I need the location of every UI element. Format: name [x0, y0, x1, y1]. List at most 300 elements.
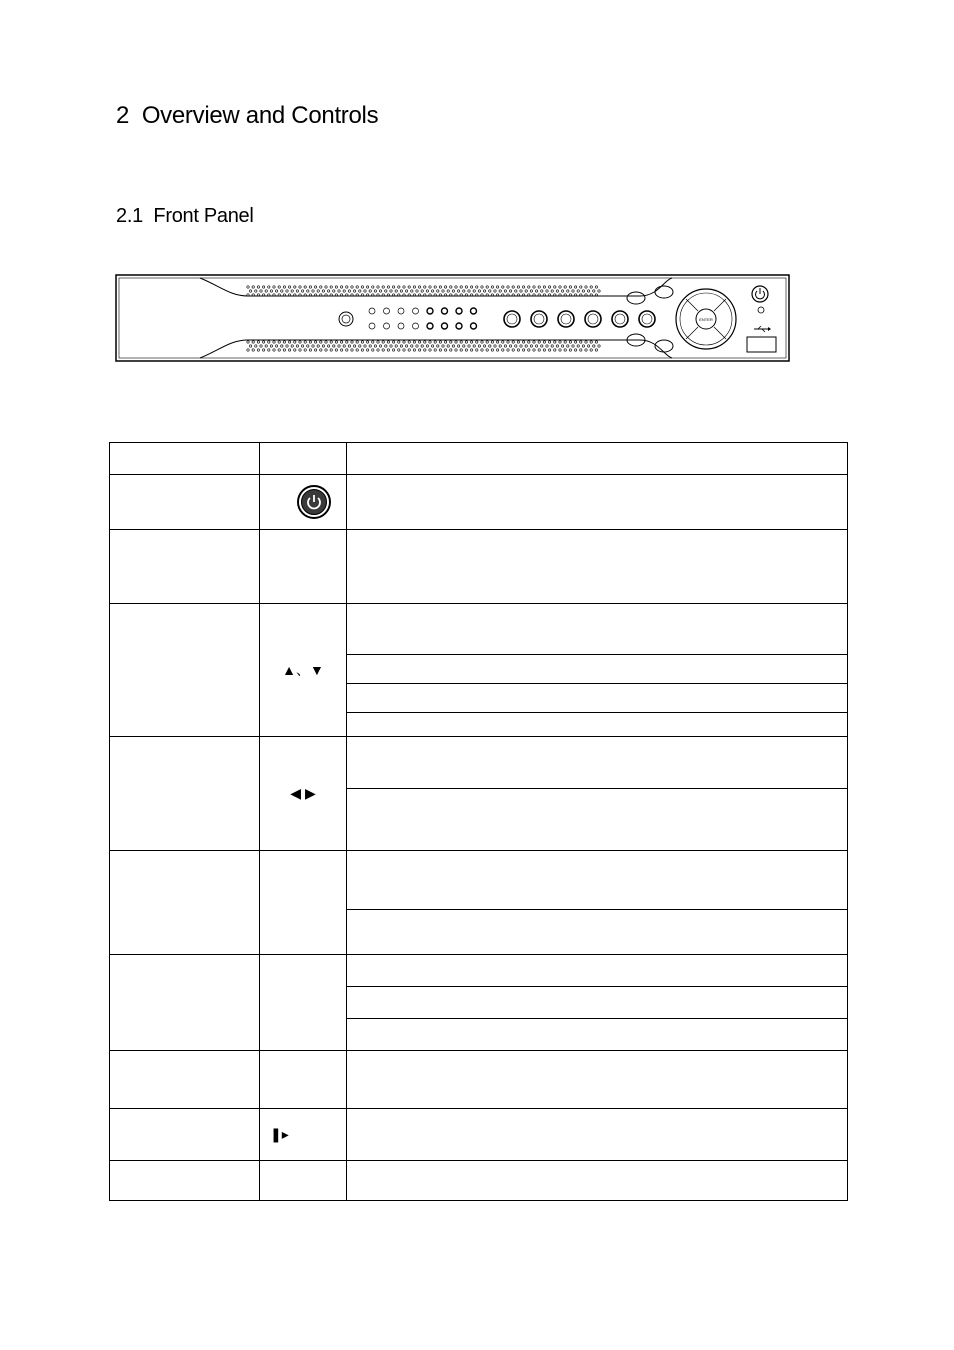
vent-hole: [314, 286, 316, 288]
vent-hole: [543, 341, 545, 343]
channel-led: [398, 323, 404, 329]
vent-hole: [278, 286, 280, 288]
vent-hole: [301, 290, 303, 292]
vent-hole: [470, 349, 472, 351]
vent-hole: [535, 290, 537, 292]
vent-hole: [372, 286, 374, 288]
vent-hole: [335, 341, 337, 343]
vent-hole: [593, 345, 595, 347]
vent-hole: [398, 341, 400, 343]
vent-hole: [520, 345, 522, 347]
subsection-title: Front Panel: [153, 205, 254, 227]
vent-hole: [374, 345, 376, 347]
vent-hole: [317, 345, 319, 347]
vent-hole: [528, 286, 530, 288]
vent-hole: [502, 286, 504, 288]
vent-hole: [320, 341, 322, 343]
vent-hole: [533, 341, 535, 343]
vent-hole: [338, 290, 340, 292]
vent-hole: [312, 290, 314, 292]
vent-hole: [411, 290, 413, 292]
vent-hole: [247, 341, 249, 343]
vent-hole: [486, 349, 488, 351]
vent-hole: [590, 349, 592, 351]
vent-hole: [335, 286, 337, 288]
table-row: [110, 955, 848, 987]
vent-hole: [580, 286, 582, 288]
vent-hole: [314, 341, 316, 343]
vent-hole: [330, 286, 332, 288]
vent-hole: [398, 286, 400, 288]
vent-hole: [294, 349, 296, 351]
vent-hole: [572, 290, 574, 292]
vent-hole: [325, 349, 327, 351]
vent-hole: [457, 290, 459, 292]
vent-hole: [450, 286, 452, 288]
vent-hole: [257, 341, 259, 343]
play-pause-icon: ❚▸: [260, 1109, 347, 1161]
vent-hole: [348, 290, 350, 292]
vent-hole: [400, 345, 402, 347]
vent-hole: [268, 286, 270, 288]
function-button-inner: [534, 314, 544, 324]
vent-hole: [525, 345, 527, 347]
vent-hole: [483, 290, 485, 292]
channel-led: [471, 323, 477, 329]
vent-hole: [598, 290, 600, 292]
vent-hole: [546, 345, 548, 347]
vent-hole: [405, 290, 407, 292]
vent-hole: [577, 290, 579, 292]
vent-hole: [377, 286, 379, 288]
vent-hole: [275, 290, 277, 292]
vent-hole: [304, 286, 306, 288]
vent-hole: [567, 345, 569, 347]
vent-hole: [418, 286, 420, 288]
vent-hole: [556, 290, 558, 292]
vent-hole: [522, 349, 524, 351]
vent-hole: [299, 341, 301, 343]
vent-hole: [522, 341, 524, 343]
vent-hole: [286, 345, 288, 347]
vent-hole: [335, 349, 337, 351]
vent-hole: [525, 290, 527, 292]
vent-hole: [330, 349, 332, 351]
vent-bottom: [247, 341, 600, 351]
vent-hole: [340, 341, 342, 343]
vent-hole: [387, 349, 389, 351]
power-icon: [752, 286, 768, 313]
vent-hole: [382, 341, 384, 343]
vent-hole: [270, 345, 272, 347]
vent-hole: [559, 349, 561, 351]
vent-hole: [582, 345, 584, 347]
channel-led: [398, 308, 404, 314]
vent-hole: [587, 290, 589, 292]
vent-hole: [255, 290, 257, 292]
vent-hole: [554, 341, 556, 343]
vent-hole: [431, 345, 433, 347]
vent-hole: [255, 345, 257, 347]
vent-hole: [361, 341, 363, 343]
vent-hole: [507, 341, 509, 343]
function-buttons: [504, 311, 655, 327]
vent-hole: [585, 341, 587, 343]
vent-hole: [437, 345, 439, 347]
vent-hole: [442, 345, 444, 347]
vent-hole: [452, 290, 454, 292]
vent-hole: [548, 341, 550, 343]
vent-hole: [450, 349, 452, 351]
vent-hole: [270, 290, 272, 292]
vent-hole: [460, 349, 462, 351]
vent-hole: [439, 341, 441, 343]
vent-hole: [463, 290, 465, 292]
vent-hole: [294, 341, 296, 343]
vent-hole: [283, 349, 285, 351]
vent-hole: [515, 345, 517, 347]
vent-hole: [377, 341, 379, 343]
vent-hole: [385, 290, 387, 292]
up-down-arrows: ▲、▼: [260, 604, 347, 737]
vent-hole: [569, 341, 571, 343]
left-right-arrows: ◀ ▶: [260, 737, 347, 851]
vent-hole: [356, 349, 358, 351]
vent-hole: [496, 341, 498, 343]
vent-hole: [366, 341, 368, 343]
vent-hole: [429, 349, 431, 351]
vent-hole: [351, 349, 353, 351]
vent-hole: [512, 286, 514, 288]
vent-hole: [301, 345, 303, 347]
vent-hole: [499, 345, 501, 347]
vent-hole: [528, 349, 530, 351]
vent-hole: [476, 341, 478, 343]
vent-hole: [346, 349, 348, 351]
channel-led: [369, 323, 375, 329]
vent-hole: [502, 341, 504, 343]
vent-hole: [478, 290, 480, 292]
channel-led: [471, 308, 477, 314]
vent-hole: [491, 341, 493, 343]
vent-hole: [559, 286, 561, 288]
vent-hole: [296, 290, 298, 292]
vent-hole: [312, 345, 314, 347]
vent-hole: [494, 290, 496, 292]
vent-hole: [489, 290, 491, 292]
vent-hole: [346, 341, 348, 343]
vent-hole: [405, 345, 407, 347]
function-button: [639, 311, 655, 327]
vent-hole: [574, 349, 576, 351]
vent-hole: [309, 349, 311, 351]
vent-hole: [520, 290, 522, 292]
vent-hole: [478, 345, 480, 347]
vent-hole: [504, 345, 506, 347]
function-button: [504, 311, 520, 327]
vent-hole: [325, 341, 327, 343]
vent-hole: [496, 286, 498, 288]
vent-hole: [249, 290, 251, 292]
vent-hole: [299, 349, 301, 351]
vent-hole: [465, 349, 467, 351]
vent-hole: [517, 349, 519, 351]
vent-hole: [509, 345, 511, 347]
channel-led: [384, 323, 390, 329]
vent-hole: [437, 290, 439, 292]
vent-hole: [460, 286, 462, 288]
vent-hole: [556, 345, 558, 347]
vent-hole: [322, 345, 324, 347]
vent-hole: [444, 341, 446, 343]
vent-hole: [278, 341, 280, 343]
vent-hole: [470, 341, 472, 343]
vent-hole: [343, 290, 345, 292]
vent-hole: [491, 286, 493, 288]
vent-hole: [411, 345, 413, 347]
vent-hole: [431, 290, 433, 292]
vent-hole: [390, 345, 392, 347]
vent-hole: [426, 290, 428, 292]
vent-hole: [413, 341, 415, 343]
vent-hole: [517, 341, 519, 343]
vent-hole: [585, 349, 587, 351]
channel-led: [413, 308, 419, 314]
vent-hole: [356, 341, 358, 343]
subsection-number: 2.1: [116, 205, 143, 227]
vent-hole: [364, 290, 366, 292]
vent-hole: [413, 349, 415, 351]
vent-hole: [296, 345, 298, 347]
vent-hole: [416, 290, 418, 292]
function-button-inner: [507, 314, 517, 324]
vent-hole: [590, 286, 592, 288]
vent-hole: [541, 345, 543, 347]
vent-hole: [366, 349, 368, 351]
channel-led: [456, 308, 462, 314]
section-number: 2: [116, 102, 130, 129]
vent-hole: [499, 290, 501, 292]
controls-table: [109, 442, 848, 1201]
vent-hole: [429, 341, 431, 343]
vent-hole: [382, 349, 384, 351]
vent-hole: [507, 349, 509, 351]
vent-hole: [374, 290, 376, 292]
vent-hole: [434, 286, 436, 288]
vent-hole: [291, 290, 293, 292]
vent-hole: [595, 349, 597, 351]
vent-hole: [288, 349, 290, 351]
vent-hole: [247, 286, 249, 288]
vent-hole: [260, 290, 262, 292]
vent-hole: [257, 349, 259, 351]
function-button: [558, 311, 574, 327]
vent-hole: [273, 341, 275, 343]
function-button-inner: [642, 314, 652, 324]
vent-hole: [509, 290, 511, 292]
vent-hole: [434, 349, 436, 351]
vent-hole: [265, 345, 267, 347]
vent-hole: [496, 349, 498, 351]
vent-hole: [283, 286, 285, 288]
function-button-inner: [588, 314, 598, 324]
vent-hole: [369, 290, 371, 292]
vent-hole: [288, 341, 290, 343]
vent-hole: [450, 341, 452, 343]
vent-hole: [333, 290, 335, 292]
vent-hole: [351, 286, 353, 288]
vent-hole: [262, 349, 264, 351]
vent-hole: [465, 341, 467, 343]
table-row: [110, 604, 848, 655]
vent-hole: [452, 345, 454, 347]
vent-hole: [353, 345, 355, 347]
vent-hole: [465, 286, 467, 288]
channel-led: [427, 323, 433, 329]
vent-hole: [395, 345, 397, 347]
function-button: [585, 311, 601, 327]
vent-hole: [444, 349, 446, 351]
vent-hole: [395, 290, 397, 292]
vent-hole: [413, 286, 415, 288]
front-panel-diagram: [114, 272, 792, 364]
vent-hole: [528, 341, 530, 343]
vent-hole: [463, 345, 465, 347]
vent-hole: [343, 345, 345, 347]
vent-hole: [249, 345, 251, 347]
vent-hole: [416, 345, 418, 347]
vent-hole: [348, 345, 350, 347]
vent-hole: [330, 341, 332, 343]
vent-hole: [252, 341, 254, 343]
vent-hole: [327, 290, 329, 292]
vent-hole: [564, 286, 566, 288]
vent-hole: [403, 349, 405, 351]
vent-hole: [392, 341, 394, 343]
vent-hole: [361, 349, 363, 351]
vent-hole: [481, 286, 483, 288]
vent-hole: [281, 290, 283, 292]
vent-hole: [304, 341, 306, 343]
vent-hole: [590, 341, 592, 343]
vent-hole: [320, 349, 322, 351]
vent-hole: [541, 290, 543, 292]
vent-hole: [476, 286, 478, 288]
vent-hole: [502, 349, 504, 351]
vent-hole: [387, 286, 389, 288]
vent-hole: [473, 290, 475, 292]
vent-hole: [476, 349, 478, 351]
vent-hole: [387, 341, 389, 343]
vent-hole: [481, 349, 483, 351]
vent-hole: [535, 345, 537, 347]
vent-hole: [548, 286, 550, 288]
vent-hole: [265, 290, 267, 292]
vent-hole: [408, 286, 410, 288]
channel-led: [442, 308, 448, 314]
vent-hole: [457, 345, 459, 347]
vent-hole: [288, 286, 290, 288]
vent-hole: [322, 290, 324, 292]
vent-hole: [595, 286, 597, 288]
vent-hole: [257, 286, 259, 288]
vent-hole: [439, 286, 441, 288]
vent-hole: [561, 290, 563, 292]
vent-hole: [351, 341, 353, 343]
vent-hole: [491, 349, 493, 351]
vent-hole: [268, 349, 270, 351]
vent-hole: [372, 341, 374, 343]
vent-hole: [379, 345, 381, 347]
vent-hole: [470, 286, 472, 288]
vent-hole: [533, 349, 535, 351]
vent-hole: [353, 290, 355, 292]
vent-hole: [273, 349, 275, 351]
vent-hole: [574, 341, 576, 343]
vent-hole: [447, 290, 449, 292]
vent-hole: [424, 286, 426, 288]
vent-hole: [403, 286, 405, 288]
vent-hole: [598, 345, 600, 347]
vent-hole: [572, 345, 574, 347]
vent-hole: [309, 286, 311, 288]
vent-hole: [262, 286, 264, 288]
vent-hole: [281, 345, 283, 347]
vent-hole: [517, 286, 519, 288]
vent-hole: [291, 345, 293, 347]
vent-hole: [530, 345, 532, 347]
vent-hole: [421, 290, 423, 292]
vent-hole: [340, 349, 342, 351]
vent-hole: [327, 345, 329, 347]
vent-hole: [356, 286, 358, 288]
vent-hole: [481, 341, 483, 343]
vent-hole: [507, 286, 509, 288]
vent-hole: [564, 341, 566, 343]
vent-hole: [533, 286, 535, 288]
vent-hole: [307, 345, 309, 347]
vent-hole: [468, 345, 470, 347]
vent-top: [247, 286, 600, 296]
vent-hole: [299, 286, 301, 288]
vent-hole: [408, 349, 410, 351]
vent-hole: [377, 349, 379, 351]
vent-hole: [567, 290, 569, 292]
vent-hole: [392, 349, 394, 351]
vent-hole: [268, 341, 270, 343]
vent-hole: [382, 286, 384, 288]
vent-hole: [587, 345, 589, 347]
vent-hole: [504, 290, 506, 292]
vent-hole: [577, 345, 579, 347]
table-row: [110, 475, 848, 530]
vent-hole: [569, 286, 571, 288]
table-row: [110, 1051, 848, 1109]
vent-hole: [262, 341, 264, 343]
vent-hole: [439, 349, 441, 351]
vent-hole: [364, 345, 366, 347]
vent-hole: [593, 290, 595, 292]
vent-hole: [580, 341, 582, 343]
vent-hole: [390, 290, 392, 292]
vent-hole: [512, 349, 514, 351]
vent-hole: [483, 345, 485, 347]
channel-led: [427, 308, 433, 314]
channel-leds: [369, 308, 477, 329]
vent-hole: [294, 286, 296, 288]
vent-hole: [361, 286, 363, 288]
vent-hole: [455, 349, 457, 351]
